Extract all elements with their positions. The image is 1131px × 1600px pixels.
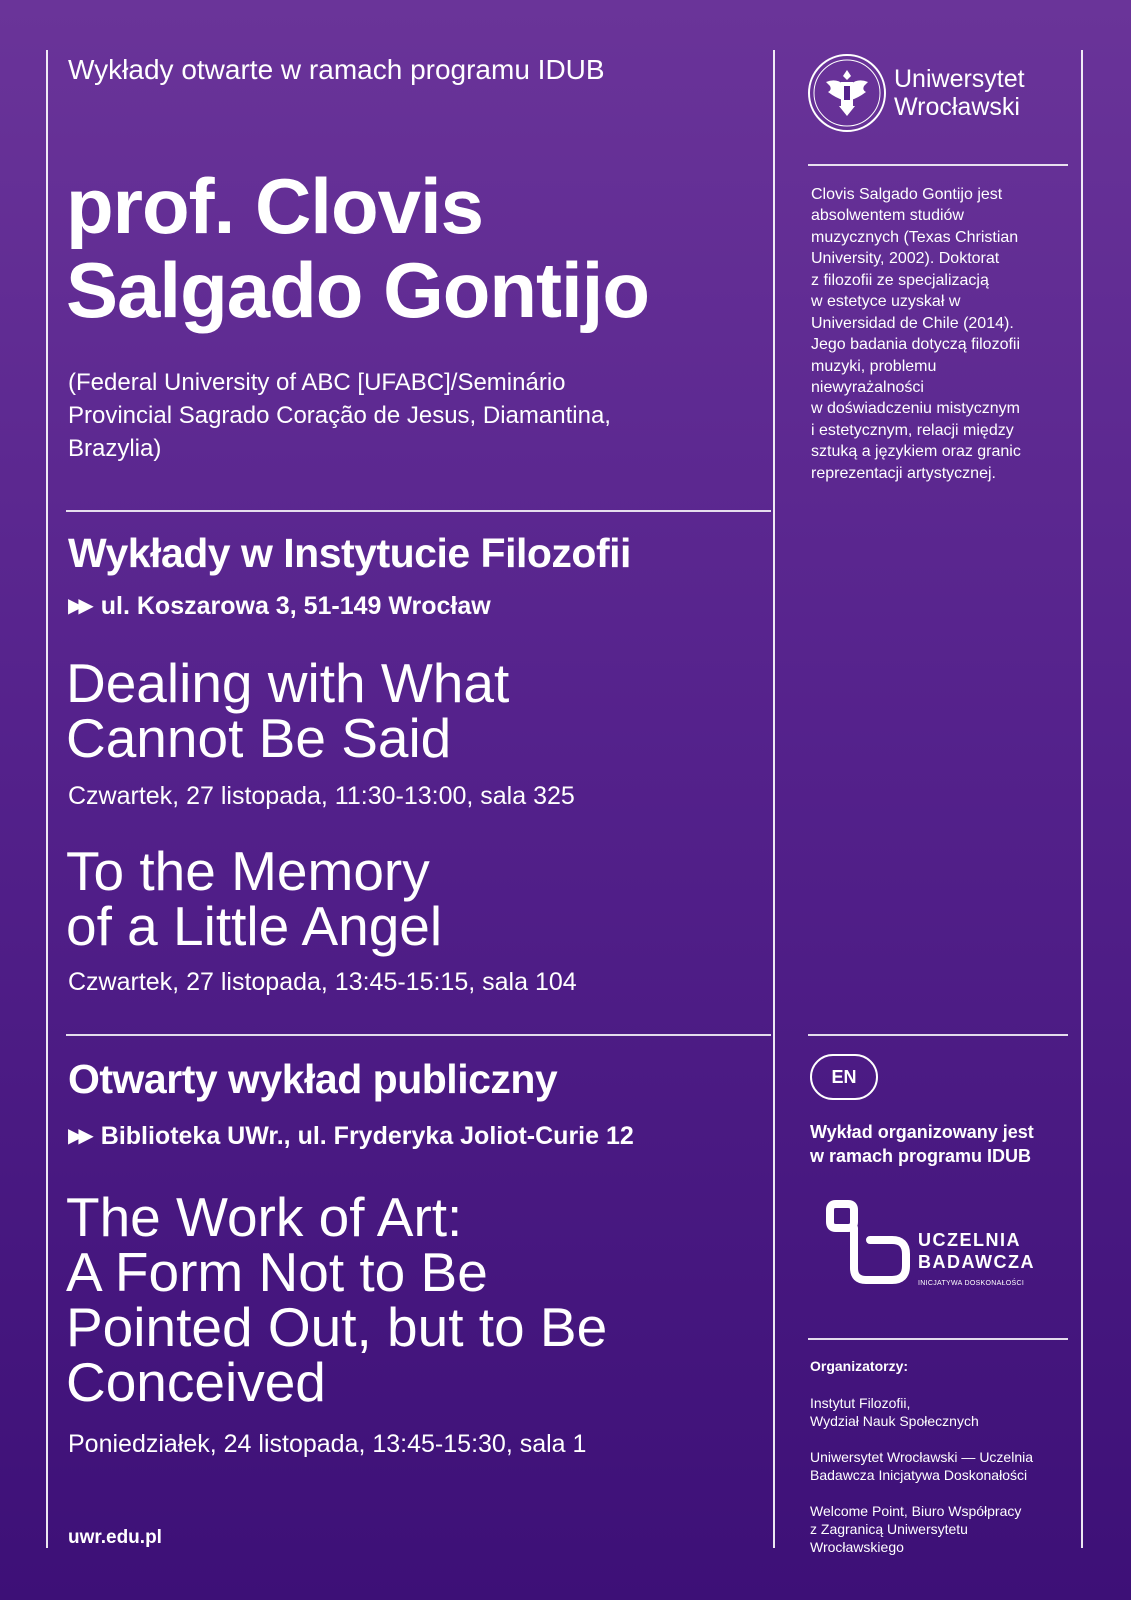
section-divider-1 (66, 510, 771, 512)
bio-line: z filozofii ze specjalizacją (811, 271, 989, 289)
speaker-bio (811, 184, 1061, 484)
organizer-line: Welcome Point, Biuro Współpracy (810, 1503, 1022, 1519)
website-link[interactable]: uwr.edu.pl (68, 1527, 162, 1548)
bio-line: w doświadczeniu mistycznym (811, 400, 1020, 418)
lecture-title-3 (66, 1186, 766, 1413)
bio-line: University, 2002). Doktorat (811, 250, 1000, 268)
lecture-datetime-1: Czwartek, 27 listopada, 11:30-13:00, sala 325 (68, 782, 575, 810)
uczelnia-badawcza-logo-icon (822, 1198, 912, 1288)
organizer-line: Badawcza Inicjatywa Doskonałości (810, 1467, 1028, 1484)
speaker-name-line: prof. Clovis (66, 162, 484, 250)
section-heading-institute: Wykłady w Instytucie Filozofii (68, 530, 631, 576)
section-divider-2 (66, 1034, 771, 1036)
double-play-arrow-icon: ▶▶ (68, 595, 89, 617)
bio-line: w estetyce uzyskał w (811, 293, 961, 311)
affiliation-line: Brazylia) (68, 435, 162, 463)
library-address (68, 1122, 634, 1151)
bio-line: Universidad de Chile (2014). (811, 314, 1014, 332)
lecture-title-line: The Work of Art: (66, 1186, 463, 1248)
bio-line: i estetycznym, relacji między (811, 421, 1014, 439)
organized-note-line: w ramach programu IDUB (810, 1146, 1032, 1167)
institute-address (68, 592, 491, 621)
right-border-line (1081, 50, 1083, 1548)
ub-wordmark-line: UCZELNIA (918, 1230, 1021, 1250)
sidebar-divider-2 (808, 1034, 1068, 1036)
university-name-line: Uniwersytet (894, 65, 1025, 93)
left-border-line (46, 50, 48, 1548)
university-eagle-emblem-icon (806, 52, 888, 134)
speaker-name-line: Salgado Gontijo (66, 246, 649, 335)
lecture-title-line: of a Little Angel (66, 895, 443, 957)
affiliation-line: Provincial Sagrado Coração de Jesus, Diamantina, (68, 402, 611, 430)
organizer-item (810, 1394, 1070, 1430)
bio-line: muzyki, problemu (811, 357, 937, 375)
affiliation-line: (Federal University of ABC [UFABC]/Seminário (68, 369, 566, 396)
language-badge: EN (810, 1054, 878, 1100)
bio-line: niewyrażalności (811, 378, 924, 396)
organizer-line: Wrocławskiego (810, 1539, 904, 1556)
section-heading-public: Otwarty wykład publiczny (68, 1056, 558, 1102)
bio-line: absolwentem studiów (811, 207, 964, 225)
lecture-title-line: Cannot Be Said (66, 707, 452, 769)
column-divider-line (773, 50, 775, 1548)
double-play-arrow-icon: ▶▶ (68, 1125, 89, 1147)
organized-note-line: Wykład organizowany jest (810, 1122, 1034, 1142)
sidebar-divider-1 (808, 164, 1068, 166)
bio-line: Jego badania dotyczą filozofii (811, 336, 1021, 354)
lecture-title-line: Conceived (66, 1351, 326, 1413)
lecture-title-1 (66, 652, 766, 769)
organized-note (810, 1120, 1070, 1169)
organizer-item (810, 1502, 1070, 1557)
bio-line: sztuką a językiem oraz granic (811, 443, 1021, 461)
ub-wordmark-line: BADAWCZA (918, 1251, 1035, 1272)
lecture-datetime-3: Poniedziałek, 24 listopada, 13:45-15:30, sala 1 (68, 1430, 587, 1458)
organizers-heading: Organizatorzy: (810, 1358, 909, 1374)
bio-line: reprezentacji artystycznej. (811, 464, 996, 482)
organizer-item (810, 1448, 1070, 1484)
address-text: Biblioteka UWr., ul. Fryderyka Joliot-Curie 12 (100, 1122, 634, 1150)
lecture-title-line: Pointed Out, but to Be (66, 1296, 608, 1358)
ub-tagline: INICJATYWA DOSKONAŁOŚCI (918, 1280, 1025, 1287)
university-name (894, 65, 1025, 121)
uczelnia-badawcza-logo (822, 1198, 912, 1293)
uczelnia-badawcza-wordmark (918, 1230, 1035, 1273)
sidebar-divider-3 (808, 1338, 1068, 1340)
organizer-line: Wydział Nauk Społecznych (810, 1413, 979, 1430)
organizer-line: z Zagranicą Uniwersytetu (810, 1521, 968, 1538)
organizer-line: Uniwersytet Wrocławski — Uczelnia (810, 1449, 1034, 1465)
lecture-datetime-2: Czwartek, 27 listopada, 13:45-15:15, sala 104 (68, 968, 577, 996)
lecture-title-line: To the Memory (66, 840, 430, 902)
bio-line: muzycznych (Texas Christian (811, 228, 1019, 246)
lecture-title-line: Dealing with What (66, 652, 510, 714)
lecture-title-2 (66, 840, 766, 957)
bio-line: Clovis Salgado Gontijo jest (811, 186, 1003, 203)
speaker-name (66, 162, 766, 335)
address-text: ul. Koszarowa 3, 51-149 Wrocław (100, 592, 491, 620)
program-subtitle: Wykłady otwarte w ramach programu IDUB (68, 54, 605, 85)
organizer-line: Instytut Filozofii, (810, 1395, 911, 1411)
lecture-title-line: A Form Not to Be (66, 1241, 488, 1303)
university-name-line: Wrocławski (894, 93, 1020, 121)
speaker-affiliation (68, 366, 748, 465)
